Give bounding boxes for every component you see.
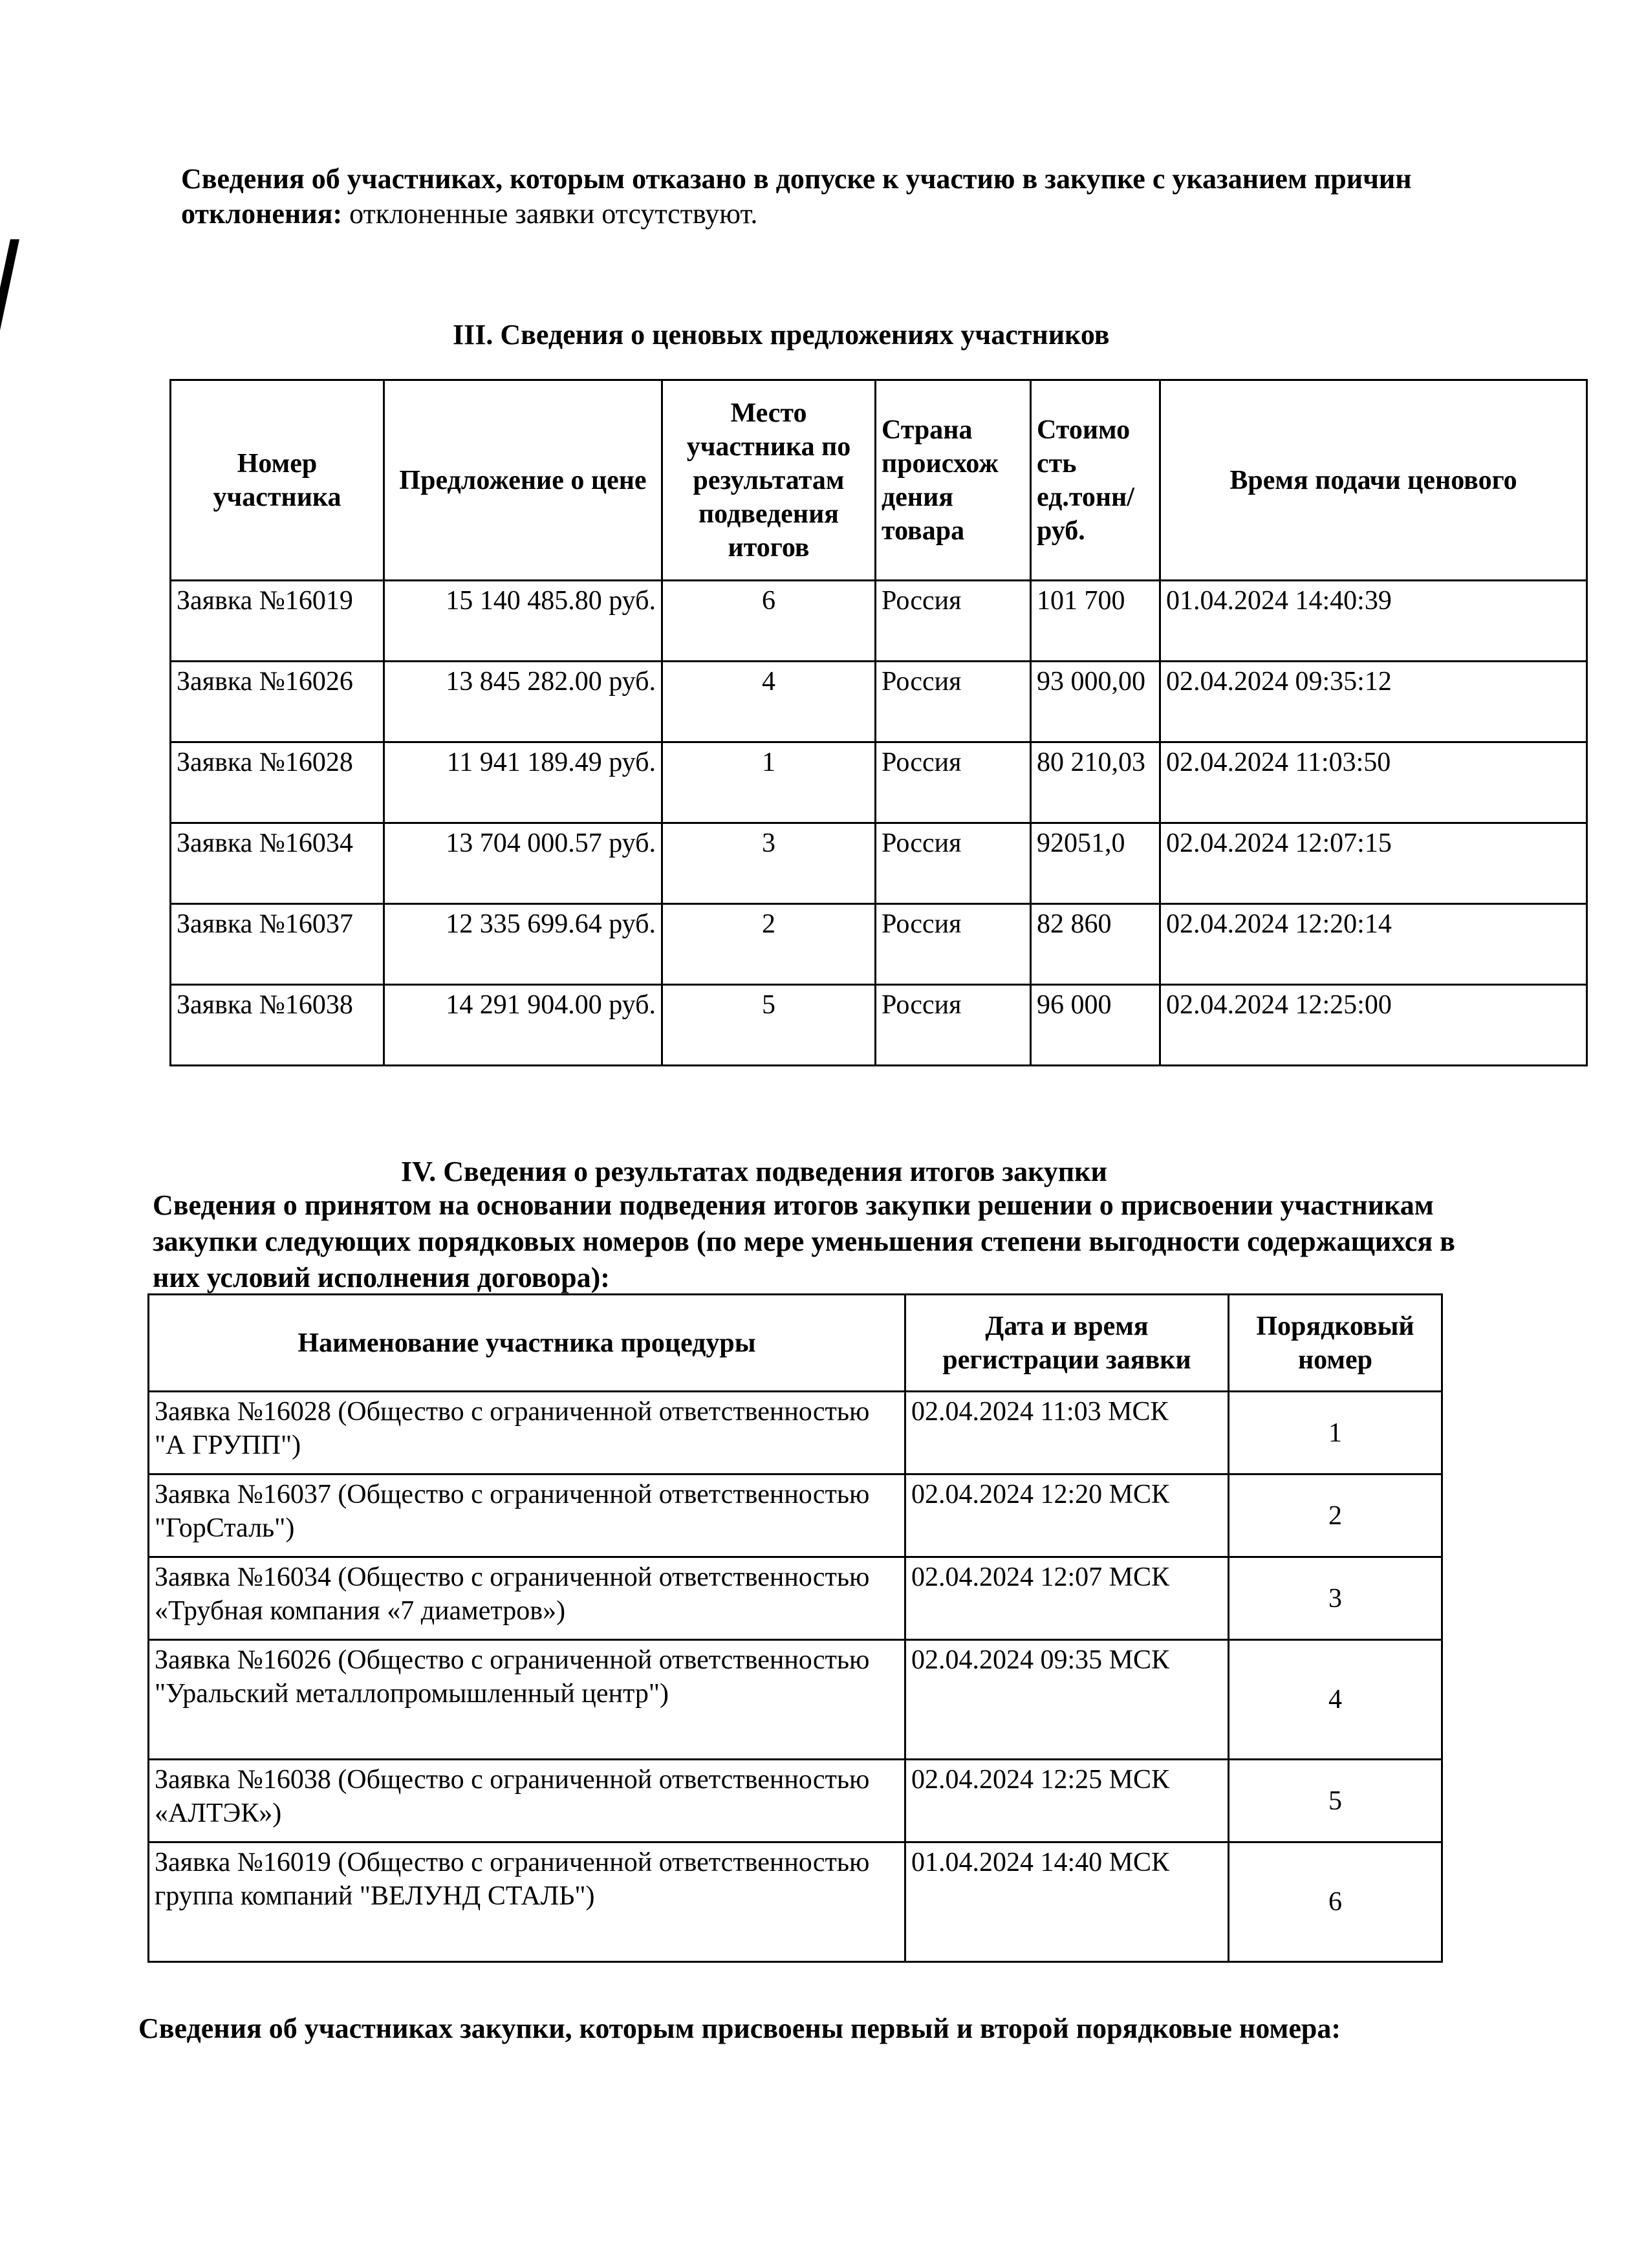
registration-date: 02.04.2024 12:25 МСК <box>905 1760 1229 1842</box>
country: Россия <box>876 823 1031 904</box>
unit-cost: 93 000,00 <box>1031 662 1160 742</box>
registration-date: 02.04.2024 12:07 МСК <box>905 1557 1229 1640</box>
unit-cost: 92051,0 <box>1031 823 1160 904</box>
header-unit-cost: Стоимо сть ед.тонн/ руб. <box>1031 380 1160 581</box>
place: 3 <box>662 823 876 904</box>
results-header-row <box>149 1295 1442 1392</box>
header-submission-time: Время подачи ценового <box>1160 380 1587 581</box>
participant-number: Заявка №16037 <box>171 904 384 985</box>
order-number: 5 <box>1229 1760 1442 1842</box>
unit-cost: 96 000 <box>1031 985 1160 1066</box>
order-number: 1 <box>1229 1392 1442 1474</box>
section4-intro: Сведения о принятом на основании подведения итогов закупки решении о присвоении участникам закупки следующих порядковых номеров (по мере уменьшения степени выгодности содержащихся в них условий исполнения договора): <box>153 1189 1455 1293</box>
table-row <box>171 823 1587 904</box>
participant-number: Заявка №16019 <box>171 581 384 662</box>
participant-number: Заявка №16034 <box>171 823 384 904</box>
submission-time: 02.04.2024 12:07:15 <box>1160 823 1587 904</box>
table-row <box>149 1474 1442 1557</box>
country: Россия <box>876 742 1031 823</box>
participant-name: Заявка №16034 (Общество с ограниченной ответственностью «Трубная компания «7 диаметров») <box>149 1557 905 1640</box>
participant-number: Заявка №16026 <box>171 662 384 742</box>
participant-name: Заявка №16037 (Общество с ограниченной ответственностью "ГорСталь") <box>149 1474 905 1557</box>
place: 1 <box>662 742 876 823</box>
country: Россия <box>876 581 1031 662</box>
section3-title: III. Сведения о ценовых предложениях участников <box>453 319 1110 351</box>
order-number: 6 <box>1229 1842 1442 1962</box>
table-row <box>149 1842 1442 1962</box>
unit-cost: 101 700 <box>1031 581 1160 662</box>
place: 2 <box>662 904 876 985</box>
registration-date: 02.04.2024 11:03 МСК <box>905 1392 1229 1474</box>
order-number: 4 <box>1229 1640 1442 1760</box>
table-row <box>171 742 1587 823</box>
submission-time: 02.04.2024 12:25:00 <box>1160 985 1587 1066</box>
table-row <box>171 581 1587 662</box>
place: 4 <box>662 662 876 742</box>
country: Россия <box>876 662 1031 742</box>
submission-time: 02.04.2024 11:03:50 <box>1160 742 1587 823</box>
price-offers-header-row <box>171 380 1587 581</box>
header-registration-date: Дата и время регистрации заявки <box>905 1295 1229 1392</box>
price-offer: 14 291 904.00 руб. <box>384 985 662 1066</box>
unit-cost: 80 210,03 <box>1031 742 1160 823</box>
unit-cost: 82 860 <box>1031 904 1160 985</box>
registration-date: 02.04.2024 12:20 МСК <box>905 1474 1229 1557</box>
participant-number: Заявка №16038 <box>171 985 384 1066</box>
scan-edge-mark <box>0 239 19 336</box>
header-order-number: Порядковый номер <box>1229 1295 1442 1392</box>
participant-name: Заявка №16038 (Общество с ограниченной ответственностью «АЛТЭК») <box>149 1760 905 1842</box>
price-offer: 15 140 485.80 руб. <box>384 581 662 662</box>
header-price-offer: Предложение о цене <box>384 380 662 581</box>
rejected-label: Сведения об участниках, которым отказано в допуске к участию в закупке с указанием причин отклонения: <box>181 163 1412 230</box>
rejected-paragraph <box>181 162 1475 232</box>
participant-name: Заявка №16019 (Общество с ограниченной ответственностью группа компаний "ВЕЛУНД СТАЛЬ") <box>149 1842 905 1962</box>
registration-date: 02.04.2024 09:35 МСК <box>905 1640 1229 1760</box>
price-offer: 13 704 000.57 руб. <box>384 823 662 904</box>
submission-time: 01.04.2024 14:40:39 <box>1160 581 1587 662</box>
place: 6 <box>662 581 876 662</box>
price-offer: 12 335 699.64 руб. <box>384 904 662 985</box>
results-table <box>147 1293 1443 1963</box>
header-country: Страна происхож дения товара <box>876 380 1031 581</box>
table-row <box>149 1640 1442 1760</box>
footer-paragraph: Сведения об участниках закупки, которым присвоены первый и второй порядковые номера: <box>138 2013 1341 2044</box>
price-offers-table <box>169 379 1588 1066</box>
participant-name: Заявка №16026 (Общество с ограниченной ответственностью "Уральский металлопромышленный центр") <box>149 1640 905 1760</box>
table-row <box>149 1557 1442 1640</box>
country: Россия <box>876 904 1031 985</box>
participant-name: Заявка №16028 (Общество с ограниченной ответственностью "А ГРУПП") <box>149 1392 905 1474</box>
table-row <box>171 985 1587 1066</box>
header-place: Место участника по результатам подведения итогов <box>662 380 876 581</box>
participant-number: Заявка №16028 <box>171 742 384 823</box>
submission-time: 02.04.2024 09:35:12 <box>1160 662 1587 742</box>
rejected-value: отклоненные заявки отсутствуют. <box>342 198 758 230</box>
place: 5 <box>662 985 876 1066</box>
order-number: 2 <box>1229 1474 1442 1557</box>
table-row <box>149 1392 1442 1474</box>
submission-time: 02.04.2024 12:20:14 <box>1160 904 1587 985</box>
table-row <box>149 1760 1442 1842</box>
price-offer: 13 845 282.00 руб. <box>384 662 662 742</box>
registration-date: 01.04.2024 14:40 МСК <box>905 1842 1229 1962</box>
price-offer: 11 941 189.49 руб. <box>384 742 662 823</box>
header-participant-number: Номер участника <box>171 380 384 581</box>
section4-title: IV. Сведения о результатах подведения итогов закупки <box>401 1156 1107 1187</box>
header-participant-name: Наименование участника процедуры <box>149 1295 905 1392</box>
table-row <box>171 904 1587 985</box>
country: Россия <box>876 985 1031 1066</box>
table-row <box>171 662 1587 742</box>
order-number: 3 <box>1229 1557 1442 1640</box>
